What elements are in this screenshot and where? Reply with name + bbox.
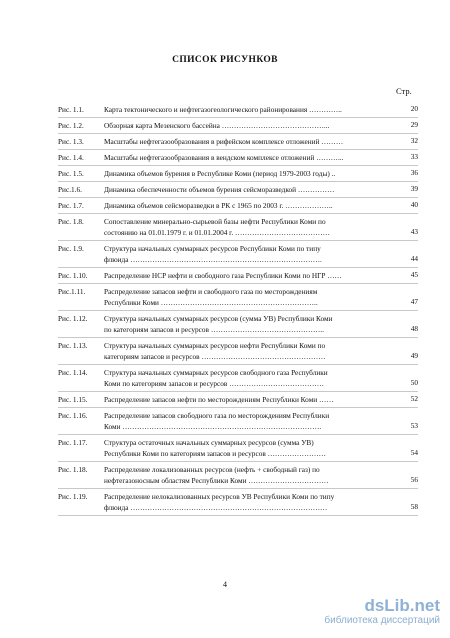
figure-entry — [58, 435, 418, 462]
figure-page-number: 48 — [410, 324, 418, 333]
figure-caption — [104, 408, 392, 434]
caption-line: Обзорная карта Мезенского бассейна ……………………………………... — [104, 121, 330, 130]
figure-entry — [58, 311, 418, 338]
figure-entry — [58, 408, 418, 435]
figure-caption — [104, 182, 392, 197]
figure-number: Рис. 1.1. — [58, 105, 84, 114]
figure-page-number: 32 — [410, 136, 418, 145]
figure-number: Рис. 1.18. — [58, 465, 88, 474]
caption-line: по категориям запасов и ресурсов ……………………………………….. — [104, 325, 324, 334]
caption-line: Динамика объемов сейсморазведки в РК с 1965 по 2003 г. ……………….. — [104, 201, 333, 210]
watermark-subtitle: библиотека диссертаций — [324, 615, 440, 626]
figure-number: Рис. 1.3. — [58, 137, 84, 146]
figure-page-number: 58 — [410, 502, 418, 511]
caption-line: Структура начальных суммарных ресурсов свободного газа Республики — [104, 368, 328, 377]
figure-caption — [104, 268, 392, 283]
figure-caption — [104, 365, 392, 391]
figure-number: Рис. 1.10. — [58, 271, 88, 280]
caption-line: Распределение НСР нефти и свободного газа Республики Коми по НГР …… — [104, 271, 342, 280]
caption-line: Структура начальных суммарных ресурсов нефти Республики Коми по — [104, 341, 326, 350]
figure-page-number: 54 — [410, 448, 418, 457]
watermark-logo: dsLib.net — [364, 596, 440, 615]
figure-entry — [58, 338, 418, 365]
figure-number: Рис. 1.5. — [58, 169, 84, 178]
figure-number: Рис. 1.4. — [58, 153, 84, 162]
caption-line: Коми по категориям запасов и ресурсов ………………………………… — [104, 379, 325, 388]
footer-page-number: 4 — [223, 580, 227, 589]
caption-line: Масштабы нефтегазообразования в рифейском комплексе отложений ……… — [104, 137, 344, 146]
caption-line: Распределение нелокализованных ресурсов УВ Республики Коми по типу — [104, 492, 335, 501]
figure-caption — [104, 489, 392, 515]
figure-entry — [58, 198, 418, 214]
figure-page-number: 50 — [410, 378, 418, 387]
figure-caption — [104, 166, 392, 181]
figure-entry — [58, 284, 418, 311]
figure-caption — [104, 198, 392, 213]
caption-line: Динамика объемов бурения в Республике Коми (период 1979-2003 годы) .. — [104, 169, 336, 178]
figure-page-number: 52 — [410, 394, 418, 403]
figure-number: Рис.1.6. — [58, 185, 82, 194]
figure-entry — [58, 150, 418, 166]
caption-line: Динамика обеспеченности объемов бурения сейсморазведкой …………… — [104, 185, 335, 194]
page-column-label: Стр. — [396, 86, 412, 96]
figure-number: Рис. 1.8. — [58, 217, 84, 226]
caption-line: Распределение запасов нефти по месторождениям Республики Коми …… — [104, 395, 334, 404]
figure-caption — [104, 214, 392, 240]
figure-page-number: 40 — [410, 200, 418, 209]
caption-line: Карта тектонического и нефтегазогеологического районирования ………….. — [104, 105, 342, 114]
figure-page-number: 47 — [410, 297, 418, 306]
figure-page-number: 56 — [410, 475, 418, 484]
figure-caption — [104, 118, 392, 133]
caption-line: Распределение запасов свободного газа по месторождениям Республики — [104, 411, 330, 420]
figure-page-number: 33 — [410, 152, 418, 161]
figure-number: Рис. 1.15. — [58, 395, 88, 404]
figure-page-number: 29 — [410, 120, 418, 129]
figure-caption — [104, 435, 392, 461]
caption-line: Коми ………………………………………………………………………. — [104, 422, 322, 431]
figure-entry — [58, 166, 418, 182]
figure-entry — [58, 118, 418, 134]
figure-number: Рис. 1.19. — [58, 492, 88, 501]
figure-page-number: 45 — [410, 270, 418, 279]
figure-entry — [58, 365, 418, 392]
figure-caption — [104, 134, 392, 149]
caption-line: Структура начальных суммарных ресурсов (сумма УВ) Республики Коми — [104, 314, 333, 323]
figure-page-number: 44 — [410, 254, 418, 263]
figure-caption — [104, 102, 392, 117]
figure-caption — [104, 284, 392, 310]
caption-line: состоянию на 01.01.1979 г. и 01.01.2004 г. ………………………………… — [104, 228, 330, 237]
figure-number: Рис. 1.7. — [58, 201, 84, 210]
figure-page-number: 36 — [410, 168, 418, 177]
caption-line: Республики Коми по категориям запасов и ресурсов …………………… — [104, 449, 326, 458]
figure-entry — [58, 392, 418, 408]
figure-number: Рис. 1.14. — [58, 368, 88, 377]
caption-line: Структура остаточных начальных суммарных ресурсов (сумма УВ) — [104, 438, 314, 447]
figure-number: Рис.1.11. — [58, 287, 86, 296]
figure-page-number: 39 — [410, 184, 418, 193]
figure-page-number: 43 — [410, 227, 418, 236]
figure-number: Рис. 1.17. — [58, 438, 88, 447]
caption-line: Распределение запасов нефти и свободного газа по месторождениям — [104, 287, 318, 296]
caption-line: Сопоставление минерально-сырьевой базы нефти Республики Коми по — [104, 217, 326, 226]
figure-list — [58, 102, 418, 516]
figure-entry — [58, 134, 418, 150]
figure-page-number: 49 — [410, 351, 418, 360]
figure-entry — [58, 182, 418, 198]
caption-line: Масштабы нефтегазообразования в вендском комплексе отложений ………... — [104, 153, 344, 162]
figure-caption — [104, 150, 392, 165]
figure-caption — [104, 392, 392, 407]
caption-line: флюида ……………………………………………………………………. — [104, 255, 322, 264]
caption-line: категориям запасов и ресурсов …………………………………………… — [104, 352, 326, 361]
figure-entry — [58, 102, 418, 118]
figure-page-number: 53 — [410, 421, 418, 430]
page-title: СПИСОК РИСУНКОВ — [172, 55, 278, 65]
caption-line: флюида ……………………………………………………………………… — [104, 503, 328, 512]
figure-number: Рис. 1.16. — [58, 411, 88, 420]
figure-number: Рис. 1.13. — [58, 341, 88, 350]
figure-page-number: 20 — [410, 104, 418, 113]
figure-caption — [104, 462, 392, 488]
figure-entry — [58, 489, 418, 516]
watermark — [300, 597, 440, 626]
figure-entry — [58, 214, 418, 241]
caption-line: Республики Коми ……………………………………………………….. — [104, 298, 318, 307]
caption-line: Распределение локализованных ресурсов (нефть + свободный газ) по — [104, 465, 320, 474]
figure-caption — [104, 311, 392, 337]
figure-number: Рис. 1.12. — [58, 314, 88, 323]
figure-number: Рис. 1.2. — [58, 121, 84, 130]
figure-entry — [58, 268, 418, 284]
figure-entry — [58, 462, 418, 489]
caption-line: Структура начальных суммарных ресурсов Республики Коми по типу — [104, 244, 321, 253]
figure-caption — [104, 241, 392, 267]
figure-number: Рис. 1.9. — [58, 244, 84, 253]
caption-line: нефтегазоносным областям Республики Коми …………………………… — [104, 476, 329, 485]
figure-entry — [58, 241, 418, 268]
figure-caption — [104, 338, 392, 364]
